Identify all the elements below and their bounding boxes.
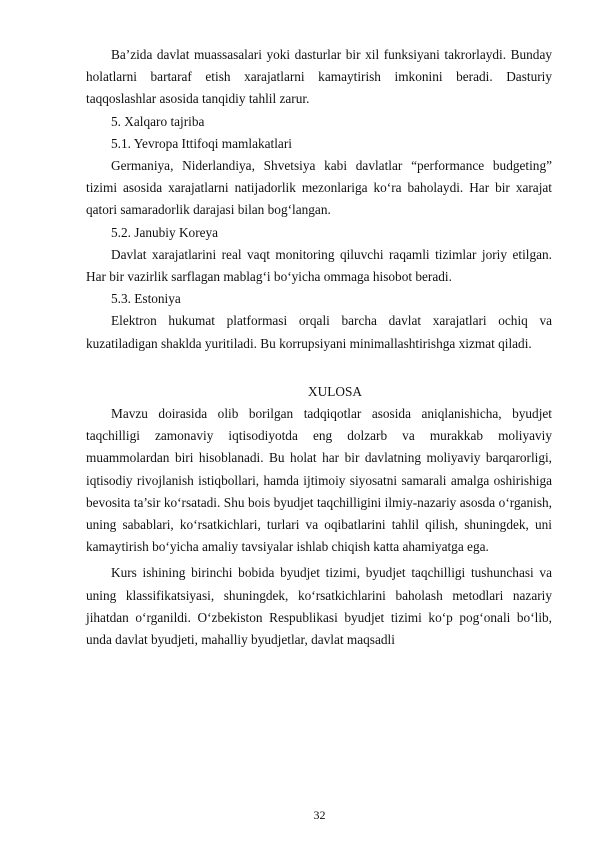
section-heading-international-experience: 5. Xalqaro tajriba [111,113,205,129]
section-spacer [86,355,552,377]
document-page [86,44,552,651]
paragraph-duplication: Ba’zida davlat muassasalari yoki dasturlar bir xil funksiyani takrorlaydi. Bunday holatlarni bartaraf etish xarajatlarni kamaytirish imkonini beradi. Dasturiy taqqoslashlar asosida tanqidiy tahlil zarur. [86,47,552,107]
paragraph-estonia: Elektron hukumat platformasi orqali barcha davlat xarajatlari ochiq va kuzatiladigan shaklda yuritiladi. Bu korrupsiyani minimallashtirishga xizmat qiladi. [86,313,552,351]
conclusion-paragraph-1: Mavzu doirasida olib borilgan tadqiqotlar asosida aniqlanishicha, byudjet taqchilligi zamonaviy iqtisodiyotda eng dolzarb va murakkab moliyaviy muammolardan biri hisoblanadi. Bu holat har bir davlatning moliyaviy barqarorligi, iqtisodiy rivojlanish istiqbollari, hamda ijtimoiy siyosatni samarali amalga oshirishiga bevosita ta’sir ko‘rsatadi. Shu bois byudjet taqchilligini ilmiy-nazariy asosda o‘rganish, uning sabablari, ko‘rsatkichlari, turlari va oqibatlarini tahlil qilish, shuningdek, uni kamaytirish bo‘yicha amaliy tavsiyalar ishlab chiqish katta ahamiyatga ega. [86,406,552,555]
conclusion-title: XULOSA [308,383,362,399]
subsection-heading-estonia: 5.3. Estoniya [111,291,181,307]
paragraph-eu: Germaniya, Niderlandiya, Shvetsiya kabi davlatlar “performance budgeting” tizimi asosida xarajatlarni natijadorlik mezonlariga ko‘ra baholaydi. Har bir xarajat qatori samaradorlik darajasi bilan bog‘langan. [86,158,552,218]
paragraph-korea: Davlat xarajatlarini real vaqt monitoring qiluvchi raqamli tizimlar joriy etilgan. Har bir vazirlik sarflagan mablag‘i bo‘yicha ommaga hisobot beradi. [86,246,552,285]
conclusion-paragraph-2: Kurs ishining birinchi bobida byudjet tizimi, byudjet taqchilligi tushunchasi va uning klassifikatsiyasi, shuningdek, ko‘rsatkichlarini baholash metodlari nazariy jihatdan o‘rganildi. O‘zbekiston Respublikasi byudjet tizimi ko‘p pog‘onali bo‘lib, unda davlat byudjeti, mahalliy byudjetlar, davlat maqsadli [86,565,552,648]
page-number: 32 [313,808,326,822]
subsection-heading-korea: 5.2. Janubiy Koreya [111,224,219,240]
subsection-heading-eu: 5.1. Yevropa Ittifoqi mamlakatlari [111,135,292,151]
